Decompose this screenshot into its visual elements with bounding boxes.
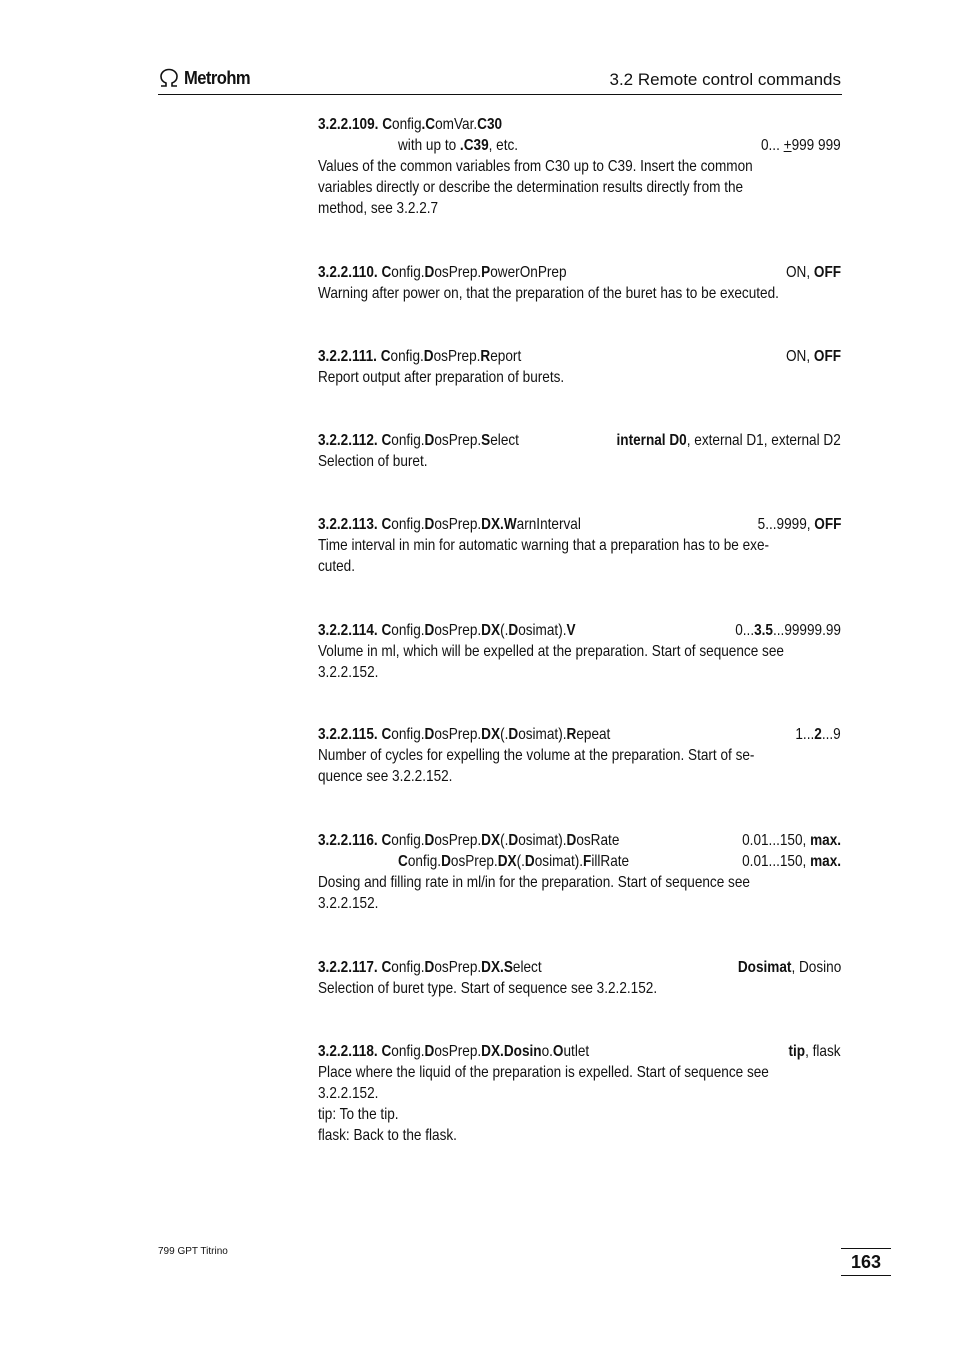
metrohm-logo xyxy=(158,66,256,90)
description-text: 3.2.2.152. xyxy=(318,1085,379,1102)
text-run: with up to xyxy=(398,137,460,154)
text-run: , flask xyxy=(805,1043,841,1060)
description-line xyxy=(318,198,841,219)
value-range xyxy=(738,957,841,978)
text-run: owerOnPrep xyxy=(490,264,567,281)
text-run: epeat xyxy=(576,726,611,743)
text-run: ...9 xyxy=(822,726,841,743)
text-run: arnInterval xyxy=(516,516,581,533)
text-run: P xyxy=(481,264,491,281)
description-line xyxy=(318,745,841,766)
command-entry-110 xyxy=(318,262,841,304)
text-run: F xyxy=(583,853,592,870)
value-range xyxy=(757,514,841,535)
command-entry-111 xyxy=(318,346,841,388)
command-entry-116 xyxy=(318,830,841,914)
value-range xyxy=(789,1041,841,1062)
text-run: C xyxy=(381,959,392,976)
text-run: V xyxy=(566,622,576,639)
text-run: OFF xyxy=(813,264,841,281)
command-name xyxy=(318,957,542,978)
text-run: onfig. xyxy=(391,959,425,976)
description-text: Place where the liquid of the preparation is expelled. Start of sequence see xyxy=(318,1064,769,1081)
description-text: Report output after preparation of burets. xyxy=(318,369,565,386)
description-text: flask: Back to the flask. xyxy=(318,1127,457,1144)
command-row xyxy=(318,1041,841,1062)
text-run: OFF xyxy=(813,516,841,533)
value-range xyxy=(761,135,841,156)
text-run: onfig. xyxy=(391,832,425,849)
description-line xyxy=(318,641,841,662)
omega-icon xyxy=(158,68,180,88)
text-run: D xyxy=(508,726,519,743)
description-line xyxy=(318,1104,841,1125)
text-run: 3.2.2.110. xyxy=(318,264,382,281)
description-line xyxy=(318,535,841,556)
text-run: osimat). xyxy=(518,832,567,849)
value-range xyxy=(786,262,841,283)
text-run: onfig xyxy=(392,116,422,133)
command-row xyxy=(318,430,841,451)
text-run: onfig. xyxy=(391,516,425,533)
description-text: Time interval in min for automatic warning that a preparation has to be exe- xyxy=(318,537,770,554)
text-run: 3.2.2.113. xyxy=(318,516,382,533)
text-run: 3.5 xyxy=(754,622,774,639)
command-row xyxy=(318,262,841,283)
command-subline xyxy=(398,135,518,156)
command-subline xyxy=(398,851,629,872)
description-line xyxy=(318,1062,841,1083)
text-run: C xyxy=(398,853,408,870)
text-run: DX xyxy=(481,832,501,849)
text-run: DX.Dosin xyxy=(481,1043,542,1060)
command-entry-118 xyxy=(318,1041,841,1146)
text-run: osPrep. xyxy=(434,1043,482,1060)
text-run: D xyxy=(424,1043,435,1060)
description-line xyxy=(318,872,841,893)
text-run: omVar. xyxy=(435,116,478,133)
text-run: R xyxy=(566,726,577,743)
text-run: C xyxy=(381,832,392,849)
command-name xyxy=(318,262,567,283)
command-name xyxy=(318,1041,589,1062)
text-run: D xyxy=(424,622,435,639)
description-line xyxy=(318,978,841,999)
value-range xyxy=(735,620,841,641)
description-line xyxy=(318,1083,841,1104)
text-run: osPrep. xyxy=(433,348,481,365)
text-run: Dosimat xyxy=(737,959,792,976)
description-line xyxy=(318,662,841,683)
description-text: 3.2.2.152. xyxy=(318,895,379,912)
text-run: onfig. xyxy=(391,726,425,743)
text-run: D xyxy=(524,853,535,870)
text-run: C30 xyxy=(477,116,503,133)
brand-name: Metrohm xyxy=(184,67,251,88)
text-run: osPrep. xyxy=(434,832,482,849)
value-range xyxy=(742,830,841,851)
text-run: internal D0 xyxy=(616,432,687,449)
text-run: R xyxy=(480,348,491,365)
text-run: utlet xyxy=(563,1043,590,1060)
text-run: C xyxy=(381,1043,392,1060)
command-name xyxy=(318,114,502,135)
text-run: , external D1, external D2 xyxy=(686,432,841,449)
command-entry-117 xyxy=(318,957,841,999)
text-run: 0.01...150, xyxy=(742,853,811,870)
text-run: D xyxy=(508,832,519,849)
description-text: quence see 3.2.2.152. xyxy=(318,768,453,785)
command-row xyxy=(318,830,841,851)
text-run: osPrep. xyxy=(450,853,498,870)
text-run: 3.2.2.114. xyxy=(318,622,382,639)
description-text: Warning after power on, that the preparation of the buret has to be executed. xyxy=(318,285,779,302)
text-run: osimat). xyxy=(518,726,567,743)
text-run: 0... xyxy=(735,622,755,639)
text-run: osPrep. xyxy=(434,726,482,743)
description-text: Dosing and filling rate in ml/in for the preparation. Start of sequence see xyxy=(318,874,750,891)
description-text: variables directly or describe the determination results directly from the xyxy=(318,179,744,196)
description-text: Volume in ml, which will be expelled at the preparation. Start of sequence see xyxy=(318,643,784,660)
value-range xyxy=(786,346,841,367)
text-run: DX xyxy=(481,622,501,639)
command-row xyxy=(318,957,841,978)
description-line xyxy=(318,451,841,472)
text-run: C xyxy=(381,726,392,743)
command-row xyxy=(318,851,841,872)
command-entry-112 xyxy=(318,430,841,472)
text-run: 3.2.2.111. xyxy=(318,348,381,365)
text-run: D xyxy=(424,516,435,533)
text-run: 3.2.2.116. xyxy=(318,832,382,849)
command-row xyxy=(318,724,841,745)
text-run: eport xyxy=(490,348,522,365)
command-name xyxy=(318,346,521,367)
description-line xyxy=(318,766,841,787)
value-range xyxy=(742,851,841,872)
command-row xyxy=(318,135,841,156)
description-text: Values of the common variables from C30 up to C39. Insert the common xyxy=(318,158,753,175)
description-text: Number of cycles for expelling the volume at the preparation. Start of se- xyxy=(318,747,755,764)
text-run: D xyxy=(423,348,434,365)
text-run: elect xyxy=(490,432,519,449)
text-run: 3.2.2.117. xyxy=(318,959,382,976)
text-run: osPrep. xyxy=(434,516,482,533)
description-text: method, see 3.2.2.7 xyxy=(318,200,439,217)
text-run: C xyxy=(381,264,392,281)
text-run: S xyxy=(481,432,491,449)
text-run: ON, xyxy=(785,264,814,281)
command-name xyxy=(318,620,576,641)
text-run: 1... xyxy=(795,726,815,743)
text-run: , etc. xyxy=(488,137,519,154)
text-run: (. xyxy=(500,726,509,743)
text-run: osPrep. xyxy=(434,432,482,449)
text-run: D xyxy=(566,832,577,849)
text-run: 3.2.2.112. xyxy=(318,432,382,449)
text-run: osPrep. xyxy=(434,264,482,281)
description-text: 3.2.2.152. xyxy=(318,664,379,681)
text-run: D xyxy=(508,622,519,639)
text-run: osimat). xyxy=(518,622,567,639)
text-run: DX xyxy=(481,726,501,743)
description-text: Selection of buret type. Start of sequence see 3.2.2.152. xyxy=(318,980,658,997)
command-name xyxy=(318,724,610,745)
text-run: D xyxy=(424,832,435,849)
text-run: onfig. xyxy=(407,853,442,870)
text-run: 3.2.2.109. xyxy=(318,116,383,133)
command-entry-115 xyxy=(318,724,841,787)
text-run: 999 999 xyxy=(791,137,841,154)
text-run: osRate xyxy=(576,832,620,849)
text-run: tip xyxy=(788,1043,806,1060)
text-run: C xyxy=(381,622,392,639)
text-run: C xyxy=(380,348,391,365)
text-run: o. xyxy=(541,1043,553,1060)
command-entry-114 xyxy=(318,620,841,683)
text-run: onfig. xyxy=(391,1043,425,1060)
description-line xyxy=(318,156,841,177)
command-entry-113 xyxy=(318,514,841,577)
description-line xyxy=(318,1125,841,1146)
text-run: (. xyxy=(500,832,509,849)
text-run: D xyxy=(424,264,435,281)
text-run: onfig. xyxy=(391,264,425,281)
header-divider xyxy=(158,94,842,95)
text-run: D xyxy=(424,726,435,743)
text-run: DX.S xyxy=(481,959,513,976)
text-run: .C xyxy=(421,116,436,133)
text-run: osimat). xyxy=(534,853,584,870)
command-row xyxy=(318,514,841,535)
text-run: max. xyxy=(810,853,841,870)
description-line xyxy=(318,893,841,914)
command-name xyxy=(318,430,519,451)
text-run: (. xyxy=(516,853,525,870)
text-run: C xyxy=(381,516,392,533)
command-entry-109 xyxy=(318,114,841,219)
text-run: DX.W xyxy=(481,516,517,533)
text-run: D xyxy=(441,853,451,870)
text-run: D xyxy=(424,959,435,976)
text-run: elect xyxy=(512,959,542,976)
command-row xyxy=(318,346,841,367)
command-row xyxy=(318,114,841,135)
text-run: ...99999.99 xyxy=(773,622,841,639)
text-run: + xyxy=(783,137,792,154)
section-title: 3.2 Remote control commands xyxy=(609,70,841,89)
text-run: osPrep. xyxy=(434,959,482,976)
command-name xyxy=(318,830,619,851)
text-run: max. xyxy=(810,832,841,849)
text-run: OFF xyxy=(813,348,841,365)
text-run: 5...9999, xyxy=(757,516,814,533)
description-line xyxy=(318,367,841,388)
text-run: .C39 xyxy=(459,137,489,154)
text-run: DX xyxy=(497,853,517,870)
description-text: tip: To the tip. xyxy=(318,1106,399,1123)
text-run: 3.2.2.115. xyxy=(318,726,382,743)
text-run: C xyxy=(382,116,393,133)
text-run: onfig. xyxy=(391,622,425,639)
page-number: 163 xyxy=(841,1248,891,1276)
description-line xyxy=(318,177,841,198)
text-run: , Dosino xyxy=(791,959,841,976)
text-run: osPrep. xyxy=(434,622,482,639)
text-run: D xyxy=(424,432,435,449)
value-range xyxy=(617,430,841,451)
description-line xyxy=(318,556,841,577)
text-run: 3.2.2.118. xyxy=(318,1043,382,1060)
text-run: (. xyxy=(500,622,509,639)
text-run: ON, xyxy=(785,348,814,365)
text-run: illRate xyxy=(591,853,630,870)
command-name xyxy=(318,514,581,535)
text-run: 0... xyxy=(761,137,784,154)
value-range xyxy=(796,724,841,745)
text-run: C xyxy=(381,432,392,449)
text-run: onfig. xyxy=(391,432,425,449)
text-run: O xyxy=(552,1043,564,1060)
product-name: 799 GPT Titrino xyxy=(158,1246,228,1257)
text-run: 0.01...150, xyxy=(742,832,811,849)
description-line xyxy=(318,283,841,304)
description-text: Selection of buret. xyxy=(318,453,428,470)
text-run: 2 xyxy=(814,726,823,743)
command-row xyxy=(318,620,841,641)
description-text: cuted. xyxy=(318,558,356,575)
text-run: onfig. xyxy=(390,348,424,365)
